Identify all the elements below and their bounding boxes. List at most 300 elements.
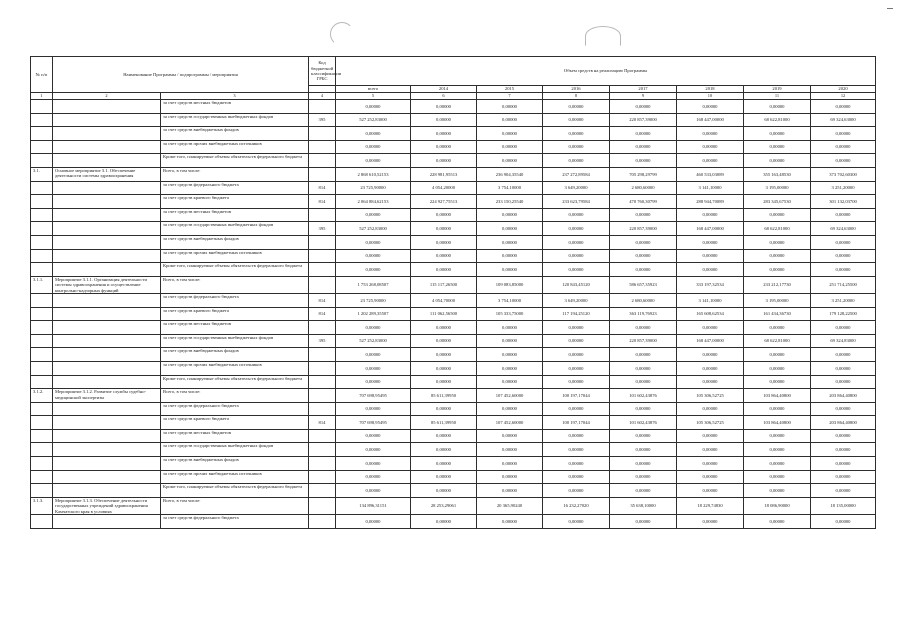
amount-cell: 0,00000 <box>543 443 610 457</box>
amount-cell: 28 253,29061 <box>411 497 477 514</box>
grbs-code <box>309 348 336 362</box>
amount-cell: 0,00000 <box>543 127 610 141</box>
amount-cell: 0,00000 <box>411 249 477 263</box>
table-row <box>31 154 876 168</box>
header-year-0: всего <box>336 86 411 93</box>
amount-cell: 2 680,60000 <box>610 293 677 307</box>
amount-cell: 0,00000 <box>610 127 677 141</box>
grbs-code <box>309 389 336 403</box>
amount-cell: 3 754,10000 <box>477 293 543 307</box>
amount-cell: 179 128,22500 <box>811 307 876 321</box>
amount-cell: 4 054,20000 <box>411 181 477 195</box>
amount-cell: 0,00000 <box>744 470 811 484</box>
amount-cell: 0,00000 <box>411 263 477 277</box>
amount-cell: 0,00000 <box>677 208 744 222</box>
measure-name: Мероприятие 3.1.3. Обеспечение деятельности государственных учреждений здравоохранения Камчатского края в условиях <box>53 497 161 514</box>
amount-cell: 0,00000 <box>411 127 477 141</box>
amount-cell: 168 447,00000 <box>677 334 744 348</box>
row-index <box>31 361 53 375</box>
amount-cell: 0,00000 <box>610 348 677 362</box>
amount-cell: 0,00000 <box>543 515 610 529</box>
row-index <box>31 457 53 471</box>
table-row <box>31 470 876 484</box>
amount-cell: 0,00000 <box>477 208 543 222</box>
amount-cell: 0,00000 <box>811 249 876 263</box>
grbs-code: 395 <box>309 113 336 127</box>
amount-cell: 0,00000 <box>336 235 411 249</box>
measure-name: Основное мероприятие 3.1. Обеспечение деятельности системы здравоохранения <box>53 167 161 181</box>
funding-source: за счет средств государственных внебюджетных фондов <box>161 222 309 236</box>
table-row <box>31 429 876 443</box>
row-index <box>31 307 53 321</box>
table-row <box>31 113 876 127</box>
row-index <box>31 515 53 529</box>
funding-source: за счет средств внебюджетных фондов <box>161 348 309 362</box>
amount-cell: 0,00000 <box>811 375 876 389</box>
amount-cell: 0,00000 <box>477 402 543 416</box>
table-row <box>31 100 876 114</box>
amount-cell: 460 533,03089 <box>677 167 744 181</box>
funding-source: Кроме того, планируемые объемы обязательств федерального бюджета <box>161 375 309 389</box>
header-year-5: 2018 <box>677 86 744 93</box>
amount-cell: 288 944,70089 <box>677 195 744 209</box>
amount-cell: 3 754,10000 <box>477 181 543 195</box>
amount-cell: 0,00000 <box>543 348 610 362</box>
amount-cell: 705 298,29799 <box>610 167 677 181</box>
amount-cell: 0,00000 <box>411 515 477 529</box>
measure-name <box>53 127 161 141</box>
amount-cell: 220 857,39000 <box>610 334 677 348</box>
funding-source: за счет средств краевого бюджета <box>161 416 309 430</box>
column-number-5: 5 <box>336 93 411 100</box>
amount-cell: 0,00000 <box>477 249 543 263</box>
scan-mark-left <box>330 22 354 46</box>
amount-cell: 0,00000 <box>744 140 811 154</box>
row-index <box>31 470 53 484</box>
grbs-code <box>309 457 336 471</box>
amount-cell: 0,00000 <box>677 484 744 498</box>
row-index <box>31 127 53 141</box>
measure-name <box>53 195 161 209</box>
table-row <box>31 361 876 375</box>
amount-cell: 0,00000 <box>811 127 876 141</box>
grbs-code <box>309 127 336 141</box>
amount-cell: 0,00000 <box>610 470 677 484</box>
grbs-code <box>309 100 336 114</box>
amount-cell: 0,00000 <box>610 235 677 249</box>
amount-cell: 0,00000 <box>811 321 876 335</box>
measure-name <box>53 249 161 263</box>
amount-cell: 0,00000 <box>677 470 744 484</box>
amount-cell: 0,00000 <box>543 334 610 348</box>
measure-name <box>53 140 161 154</box>
amount-cell: 20 365,90240 <box>477 497 543 514</box>
grbs-code: 395 <box>309 334 336 348</box>
amount-cell: 0,00000 <box>610 429 677 443</box>
table-row <box>31 181 876 195</box>
amount-cell: 0,00000 <box>336 140 411 154</box>
amount-cell: 0,00000 <box>610 263 677 277</box>
amount-cell: 0,00000 <box>811 361 876 375</box>
amount-cell: 0,00000 <box>744 321 811 335</box>
amount-cell: 0,00000 <box>543 140 610 154</box>
amount-cell: 0,00000 <box>811 100 876 114</box>
grbs-code <box>309 361 336 375</box>
amount-cell: 0,00000 <box>677 457 744 471</box>
row-index <box>31 154 53 168</box>
column-number-1: 1 <box>31 93 53 100</box>
amount-cell: 0,00000 <box>477 235 543 249</box>
amount-cell: 0,00000 <box>610 321 677 335</box>
header-year-3: 2016 <box>543 86 610 93</box>
column-number-7: 7 <box>477 93 543 100</box>
amount-cell: 0,00000 <box>543 484 610 498</box>
grbs-code: 814 <box>309 416 336 430</box>
row-index <box>31 140 53 154</box>
amount-cell: 586 657,35923 <box>610 276 677 293</box>
amount-cell: 0,00000 <box>543 263 610 277</box>
grbs-code <box>309 484 336 498</box>
amount-cell: 0,00000 <box>811 140 876 154</box>
amount-cell: 0,00000 <box>677 361 744 375</box>
amount-cell: 105 306,52725 <box>677 389 744 403</box>
amount-cell: 233 623,79584 <box>543 195 610 209</box>
amount-cell: 107 452,60000 <box>477 389 543 403</box>
amount-cell: 0,00000 <box>477 154 543 168</box>
row-index: 3.1. <box>31 167 53 181</box>
amount-cell: 0,00000 <box>610 140 677 154</box>
amount-cell: 115 117,26500 <box>411 276 477 293</box>
funding-source: за счет средств внебюджетных фондов <box>161 457 309 471</box>
amount-cell: 0,00000 <box>543 375 610 389</box>
amount-cell: 0,00000 <box>336 443 411 457</box>
row-index <box>31 375 53 389</box>
amount-cell: 0,00000 <box>477 321 543 335</box>
amount-cell: 0,00000 <box>677 140 744 154</box>
row-index <box>31 416 53 430</box>
funding-source: за счет средств прочих внебюджетных источников <box>161 361 309 375</box>
table-row <box>31 293 876 307</box>
table-row <box>31 416 876 430</box>
amount-cell: 35 638,10000 <box>610 497 677 514</box>
amount-cell: 363 119,76923 <box>610 307 677 321</box>
measure-name <box>53 334 161 348</box>
amount-cell: 527 252,83000 <box>336 222 411 236</box>
measure-name: Мероприятие 3.1.2. Развитие службы судебно-медицинской экспертизы <box>53 389 161 403</box>
amount-cell: 0,00000 <box>411 375 477 389</box>
amount-cell: 168 447,00000 <box>677 222 744 236</box>
amount-cell: 0,00000 <box>543 361 610 375</box>
amount-cell: 301 132,03700 <box>811 195 876 209</box>
amount-cell: 0,00000 <box>677 402 744 416</box>
measure-name <box>53 293 161 307</box>
amount-cell: 0,00000 <box>543 429 610 443</box>
amount-cell: 0,00000 <box>610 375 677 389</box>
grbs-code <box>309 263 336 277</box>
amount-cell: 134 896,31151 <box>336 497 411 514</box>
funding-source: за счет средств внебюджетных фондов <box>161 235 309 249</box>
funding-source: за счет средств федерального бюджета <box>161 181 309 195</box>
amount-cell: 0,00000 <box>336 470 411 484</box>
table-row <box>31 307 876 321</box>
grbs-code <box>309 140 336 154</box>
grbs-code <box>309 497 336 514</box>
amount-cell: 0,00000 <box>543 113 610 127</box>
amount-cell: 0,00000 <box>610 361 677 375</box>
amount-cell: 224 927,75513 <box>411 195 477 209</box>
row-index <box>31 334 53 348</box>
amount-cell: 233 212,17730 <box>744 276 811 293</box>
table-row <box>31 515 876 529</box>
funding-source: за счет средств краевого бюджета <box>161 307 309 321</box>
grbs-code <box>309 470 336 484</box>
amount-cell: 0,00000 <box>411 348 477 362</box>
amount-cell: 0,00000 <box>744 361 811 375</box>
amount-cell: 0,00000 <box>411 222 477 236</box>
amount-cell: 168 447,00000 <box>677 113 744 127</box>
funding-source: за счет средств местных бюджетов <box>161 429 309 443</box>
table-row <box>31 497 876 514</box>
funding-source: за счет средств прочих внебюджетных источников <box>161 249 309 263</box>
amount-cell: 165 608,62534 <box>677 307 744 321</box>
amount-cell: 0,00000 <box>677 154 744 168</box>
amount-cell: 0,00000 <box>336 429 411 443</box>
header-code: Код бюджетной классификации ГРБС <box>309 57 336 86</box>
amount-cell: 0,00000 <box>744 375 811 389</box>
amount-cell: 69 324,63000 <box>811 222 876 236</box>
amount-cell: 0,00000 <box>477 361 543 375</box>
funding-source: за счет средств местных бюджетов <box>161 100 309 114</box>
amount-cell: 0,00000 <box>336 348 411 362</box>
amount-cell: 0,00000 <box>610 484 677 498</box>
header-row-no: № п/п <box>31 57 53 93</box>
row-index <box>31 100 53 114</box>
amount-cell: 237 272,89584 <box>543 167 610 181</box>
row-index <box>31 113 53 127</box>
measure-name <box>53 402 161 416</box>
amount-cell: 2 064 884,62153 <box>336 195 411 209</box>
table-row <box>31 263 876 277</box>
amount-cell: 0,00000 <box>411 140 477 154</box>
amount-cell: 0,00000 <box>677 348 744 362</box>
amount-cell: 68 622,81000 <box>744 222 811 236</box>
amount-cell: 18 086,90000 <box>744 497 811 514</box>
amount-cell: 3 251,20000 <box>811 293 876 307</box>
measure-name <box>53 416 161 430</box>
amount-cell: 105 306,52725 <box>677 416 744 430</box>
amount-cell: 109 083,85000 <box>477 276 543 293</box>
amount-cell: 0,00000 <box>543 235 610 249</box>
amount-cell: 100 197,17044 <box>543 416 610 430</box>
amount-cell: 251 714,25500 <box>811 276 876 293</box>
row-index <box>31 484 53 498</box>
amount-cell: 0,00000 <box>744 235 811 249</box>
amount-cell: 0,00000 <box>411 208 477 222</box>
amount-cell: 0,00000 <box>411 484 477 498</box>
amount-cell: 0,00000 <box>677 249 744 263</box>
amount-cell: 0,00000 <box>477 113 543 127</box>
row-index: 3.1.1. <box>31 276 53 293</box>
row-index <box>31 208 53 222</box>
amount-cell: 0,00000 <box>336 321 411 335</box>
amount-cell: 0,00000 <box>477 140 543 154</box>
amount-cell: 16 232,27020 <box>543 497 610 514</box>
table-row <box>31 195 876 209</box>
measure-name: Мероприятие 3.1.1. Организация деятельности системы здравоохранения и осуществление контрольно-надзорных функций <box>53 276 161 293</box>
funding-source: Всего, в том числе: <box>161 389 309 403</box>
amount-cell: 0,00000 <box>543 100 610 114</box>
table-row <box>31 208 876 222</box>
table-row <box>31 127 876 141</box>
column-number-8: 8 <box>543 93 610 100</box>
amount-cell: 0,00000 <box>543 457 610 471</box>
amount-cell: 0,00000 <box>811 429 876 443</box>
amount-cell: 0,00000 <box>811 235 876 249</box>
grbs-code <box>309 208 336 222</box>
header-year-6: 2019 <box>744 86 811 93</box>
amount-cell: 85 611,39950 <box>411 416 477 430</box>
column-number-6: 6 <box>411 93 477 100</box>
amount-cell: 527 252,83000 <box>336 334 411 348</box>
amount-cell: 0,00000 <box>411 321 477 335</box>
amount-cell: 233 150,25540 <box>477 195 543 209</box>
amount-cell: 333 197,32534 <box>677 276 744 293</box>
amount-cell: 0,00000 <box>744 457 811 471</box>
funding-table <box>30 56 876 529</box>
amount-cell: 0,00000 <box>477 375 543 389</box>
amount-cell: 220 857,39000 <box>610 222 677 236</box>
grbs-code <box>309 235 336 249</box>
amount-cell: 0,00000 <box>811 515 876 529</box>
funding-source: за счет средств государственных внебюджетных фондов <box>161 443 309 457</box>
amount-cell: 0,00000 <box>543 321 610 335</box>
amount-cell: 0,00000 <box>477 100 543 114</box>
table-row <box>31 140 876 154</box>
amount-cell: 0,00000 <box>677 375 744 389</box>
grbs-code <box>309 321 336 335</box>
table-row <box>31 334 876 348</box>
measure-name <box>53 154 161 168</box>
grbs-code <box>309 402 336 416</box>
measure-name <box>53 429 161 443</box>
amount-cell: 0,00000 <box>411 334 477 348</box>
amount-cell: 707 698,95495 <box>336 416 411 430</box>
amount-cell: 0,00000 <box>336 154 411 168</box>
grbs-code: 814 <box>309 181 336 195</box>
table-row <box>31 389 876 403</box>
amount-cell: 0,00000 <box>477 484 543 498</box>
amount-cell: 203 864,40800 <box>811 416 876 430</box>
amount-cell: 0,00000 <box>411 402 477 416</box>
amount-cell: 0,00000 <box>677 321 744 335</box>
amount-cell: 0,00000 <box>477 222 543 236</box>
row-index <box>31 181 53 195</box>
amount-cell: 0,00000 <box>811 443 876 457</box>
amount-cell: 0,00000 <box>336 375 411 389</box>
funding-source: за счет средств федерального бюджета <box>161 293 309 307</box>
measure-name <box>53 457 161 471</box>
amount-cell: 0,00000 <box>677 263 744 277</box>
amount-cell: 0,00000 <box>411 113 477 127</box>
column-number-12: 12 <box>811 93 876 100</box>
measure-name <box>53 235 161 249</box>
amount-cell: 0,00000 <box>744 429 811 443</box>
amount-cell: 0,00000 <box>336 249 411 263</box>
column-number-11: 11 <box>744 93 811 100</box>
funding-source: Всего, в том числе: <box>161 276 309 293</box>
amount-cell: 0,00000 <box>677 235 744 249</box>
amount-cell: 0,00000 <box>477 348 543 362</box>
table-row <box>31 457 876 471</box>
amount-cell: 0,00000 <box>744 443 811 457</box>
measure-name <box>53 484 161 498</box>
amount-cell: 0,00000 <box>744 263 811 277</box>
amount-cell: 3 649,20000 <box>543 293 610 307</box>
row-index: 3.1.2. <box>31 389 53 403</box>
row-index <box>31 222 53 236</box>
amount-cell: 105 333,75000 <box>477 307 543 321</box>
funding-source: за счет средств местных бюджетов <box>161 321 309 335</box>
funding-source: Кроме того, планируемые объемы обязательств федерального бюджета <box>161 154 309 168</box>
grbs-code <box>309 443 336 457</box>
grbs-code <box>309 429 336 443</box>
amount-cell: 0,00000 <box>610 402 677 416</box>
amount-cell: 0,00000 <box>610 208 677 222</box>
amount-cell: 3 251,20000 <box>811 181 876 195</box>
amount-cell: 0,00000 <box>744 127 811 141</box>
amount-cell: 0,00000 <box>336 127 411 141</box>
funding-source: за счет средств прочих внебюджетных источников <box>161 140 309 154</box>
amount-cell: 0,00000 <box>477 515 543 529</box>
amount-cell: 0,00000 <box>411 235 477 249</box>
row-index <box>31 195 53 209</box>
row-index: 3.1.3. <box>31 497 53 514</box>
table-row <box>31 249 876 263</box>
grbs-code <box>309 276 336 293</box>
amount-cell: 23 725,90000 <box>336 293 411 307</box>
amount-cell: 69 324,63000 <box>811 113 876 127</box>
amount-cell: 0,00000 <box>336 484 411 498</box>
grbs-code <box>309 375 336 389</box>
amount-cell: 0,00000 <box>744 348 811 362</box>
amount-cell: 470 760,30799 <box>610 195 677 209</box>
amount-cell: 0,00000 <box>811 154 876 168</box>
amount-cell: 373 702,60300 <box>811 167 876 181</box>
amount-cell: 3 649,20000 <box>543 181 610 195</box>
amount-cell: 0,00000 <box>811 263 876 277</box>
funding-source: за счет средств внебюджетных фондов <box>161 127 309 141</box>
amount-cell: 0,00000 <box>411 457 477 471</box>
amount-cell: 111 062,56500 <box>411 307 477 321</box>
amount-cell: 0,00000 <box>610 515 677 529</box>
amount-cell: 0,00000 <box>610 457 677 471</box>
corner-mark <box>887 8 893 9</box>
amount-cell: 0,00000 <box>336 361 411 375</box>
measure-name <box>53 321 161 335</box>
amount-cell: 103 864,40800 <box>744 416 811 430</box>
measure-name <box>53 263 161 277</box>
amount-cell: 0,00000 <box>543 249 610 263</box>
amount-cell: 0,00000 <box>610 154 677 168</box>
column-number-10: 10 <box>677 93 744 100</box>
amount-cell: 0,00000 <box>411 100 477 114</box>
amount-cell: 0,00000 <box>543 470 610 484</box>
measure-name <box>53 443 161 457</box>
grbs-code <box>309 515 336 529</box>
amount-cell: 0,00000 <box>543 222 610 236</box>
amount-cell: 0,00000 <box>411 470 477 484</box>
funding-source: Кроме того, планируемые объемы обязательств федерального бюджета <box>161 263 309 277</box>
